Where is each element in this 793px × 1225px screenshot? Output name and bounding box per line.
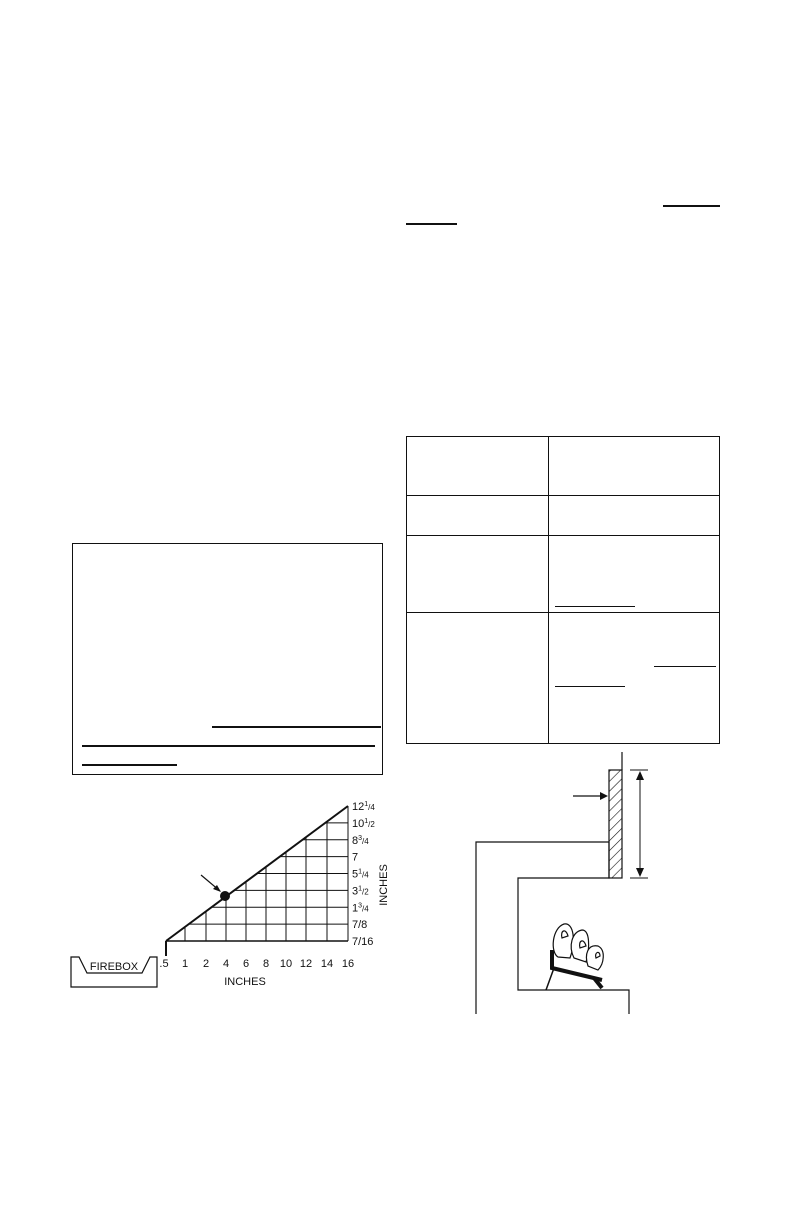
x-tick-label: 1 (181, 958, 189, 970)
underline-right-col-2 (406, 223, 457, 225)
x-tick-label: .5 (159, 958, 169, 970)
marked-point (220, 891, 230, 901)
notice-box (72, 543, 383, 775)
x-tick-label: 12 (299, 958, 313, 970)
x-tick-label: 10 (279, 958, 293, 970)
x-tick-labels (159, 958, 354, 970)
y-tick-label: $3^1_{/2}$ (352, 885, 369, 898)
y-tick-label: 7 (352, 851, 359, 864)
x-axis-label: INCHES (224, 976, 266, 988)
y-tick-labels (352, 801, 375, 948)
y-tick-label: 7/8 (352, 919, 368, 932)
x-tick-label: 8 (262, 958, 270, 970)
table-cell-underline-2 (654, 666, 716, 667)
notice-underline-3 (82, 764, 177, 766)
log-set (553, 924, 603, 970)
x-tick-label: 16 (341, 958, 355, 970)
y-tick-label: 7/16 (352, 936, 374, 948)
x-tick-label: 2 (202, 958, 210, 970)
table-row-divider-3 (407, 612, 719, 613)
table-row-divider-1 (407, 495, 719, 496)
table-cell-underline-3 (555, 686, 625, 687)
notice-underline-1 (212, 726, 381, 728)
firebox-label: FIREBOX (89, 961, 139, 973)
y-tick-label: $12^1_{/4}$ (352, 801, 375, 813)
notice-underline-2 (82, 745, 375, 747)
dimension-arrow-top (636, 771, 644, 780)
mantel-hatched (609, 770, 622, 878)
y-axis-label: INCHES (378, 864, 390, 906)
y-tick-label: $5^1_{/4}$ (352, 868, 369, 881)
y-tick-label: $8^3_{/4}$ (352, 834, 369, 847)
x-tick-label: 6 (242, 958, 250, 970)
table-cell-underline-1 (555, 606, 635, 607)
x-tick-label: 14 (320, 958, 334, 970)
grate-leg (546, 968, 554, 990)
table-column-divider (548, 437, 549, 743)
dimension-arrow-bottom (636, 868, 644, 877)
mantel-pointer-head (600, 792, 608, 800)
clearance-chart (60, 795, 400, 1000)
fireplace-outline (476, 842, 629, 1014)
y-tick-label: $10^1_{/2}$ (352, 817, 375, 830)
specification-table (406, 436, 720, 744)
x-tick-label: 4 (222, 958, 230, 970)
mantel-clearance-diagram (470, 752, 670, 1014)
underline-right-col-1 (663, 205, 720, 207)
y-tick-label: $1^3_{/4}$ (352, 902, 369, 915)
table-row-divider-2 (407, 535, 719, 536)
